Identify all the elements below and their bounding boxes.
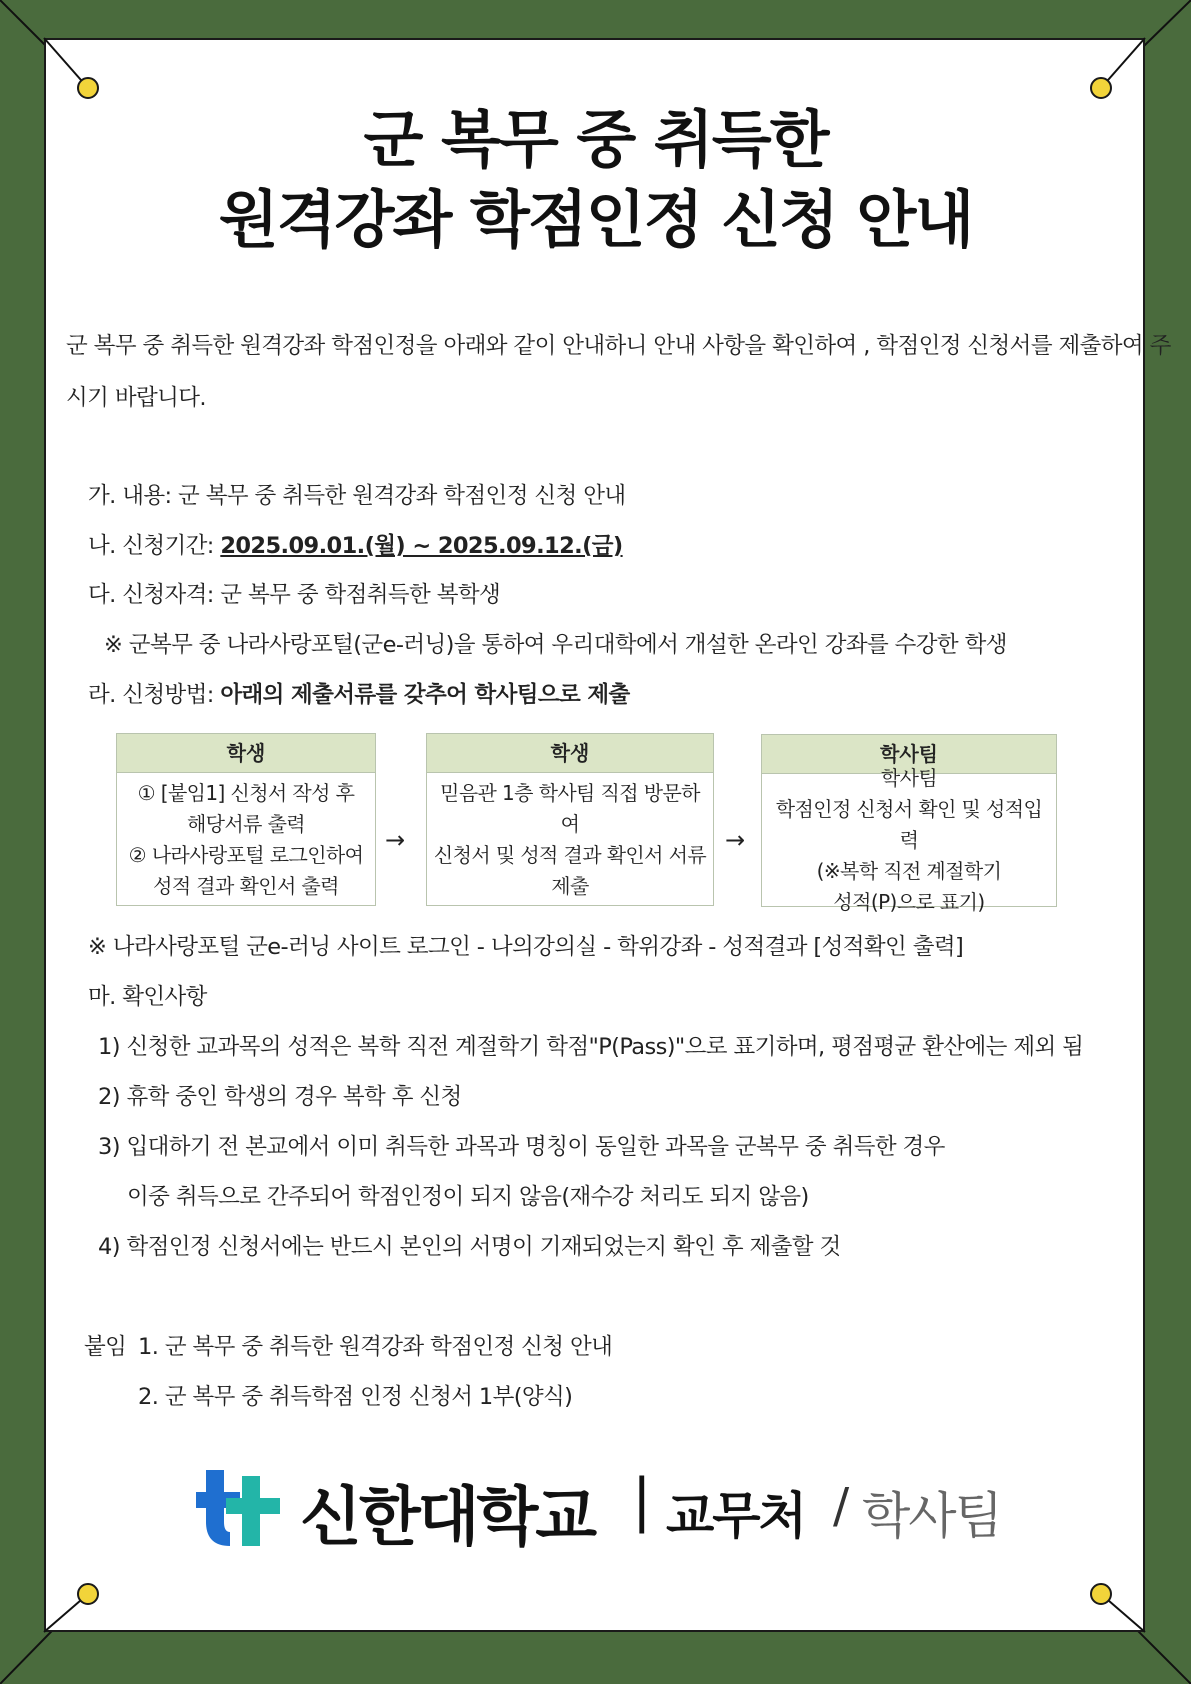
item-eligibility: 다. 신청자격: 군 복무 중 학점취득한 복학생: [88, 582, 501, 608]
flow-step-1-line1: ① [붙임1] 신청서 작성 후: [137, 780, 355, 805]
flow-step-1-line2: 해당서류 출력: [186, 811, 306, 836]
pin-bottom-right: [1090, 1583, 1112, 1605]
flow-step-2-line2: 신청서 및 성적 결과 확인서 서류: [433, 842, 707, 867]
flow-arrow-1: →: [385, 826, 406, 854]
site-note: ※ 나라사랑포털 군e-러닝 사이트 로그인 - 나의강의실 - 학위강좌 - 성적결과 [성적확인 출력]: [88, 934, 964, 960]
item-period-value: 2025.09.01.(월) ~ 2025.09.12.(금): [220, 533, 623, 559]
check-heading: 마. 확인사항: [88, 984, 207, 1010]
intro-paragraph: 군 복무 중 취득한 원격강좌 학점인정을 아래와 같이 안내하니 안내 사항을 확인하여 , 학점인정 신청서를 제출하여 주시기 바랍니다.: [66, 333, 1171, 411]
flow-step-3-line1: 학사팀: [880, 766, 938, 790]
flow-step-3-line3: (※복학 직전 계절학기: [816, 859, 1002, 883]
pin-bottom-left: [77, 1583, 99, 1605]
pin-top-right: [1090, 77, 1112, 99]
page-title-line1: 군 복무 중 취득한: [363, 103, 828, 176]
item-period-label: 나. 신청기간:: [88, 533, 221, 559]
flow-step-1-header: 학생: [117, 734, 375, 773]
flow-step-2-header: 학생: [427, 734, 713, 773]
check-point-3-cont: 이중 취득으로 간주되어 학점인정이 되지 않음(재수강 처리도 되지 않음): [127, 1184, 809, 1210]
item-method: [88, 677, 630, 709]
attachment-2: 2. 군 복무 중 취득학점 인정 신청서 1부(양식): [138, 1384, 573, 1410]
item-period: [88, 528, 623, 560]
page-title-line2: 원격강좌 학점인정 신청 안내: [218, 183, 973, 256]
check-point-2: 2) 휴학 중인 학생의 경우 복학 후 신청: [98, 1084, 462, 1110]
flow-step-3-header: 학사팀: [762, 735, 1056, 774]
attachments-label: 붙임: [84, 1334, 127, 1360]
attachment-1: 1. 군 복무 중 취득한 원격강좌 학점인정 신청 안내: [138, 1334, 613, 1360]
flow-step-2-line3: 제출: [551, 873, 589, 898]
footer-separator: |: [632, 1466, 652, 1534]
check-point-1: 1) 신청한 교과목의 성적은 복학 직전 계절학기 학점"P(Pass)"으로 표기하며, 평점평균 환산에는 제외 됨: [98, 1034, 1084, 1060]
check-point-3: 3) 입대하기 전 본교에서 이미 취득한 과목과 명칭이 동일한 과목을 군복무 중 취득한 경우: [98, 1134, 945, 1160]
pin-top-left: [77, 77, 99, 99]
item-content: 가. 내용: 군 복무 중 취득한 원격강좌 학점인정 신청 안내: [88, 483, 626, 509]
flow-step-2: [426, 733, 714, 906]
flow-step-3-body: [762, 766, 1056, 914]
university-name: 신한대학교: [300, 1481, 595, 1555]
flow-step-3: [761, 734, 1057, 914]
university-logo-icon: [196, 1470, 280, 1546]
item-eligibility-note: ※ 군복무 중 나라사랑포털(군e-러닝)을 통하여 우리대학에서 개설한 온라인 강좌를 수강한 학생: [104, 632, 1007, 658]
office-name: 교무처: [666, 1487, 805, 1545]
flow-step-2-body: [427, 773, 713, 906]
flow-step-2-line1: 믿음관 1층 학사팀 직접 방문하여: [440, 780, 700, 836]
flow-step-3-line4: 성적(P)으로 표기): [833, 890, 985, 914]
flow-step-1: [116, 733, 376, 906]
footer-slash: /: [833, 1478, 850, 1534]
item-method-label: 라. 신청방법:: [88, 682, 221, 708]
flow-step-1-line4: 성적 결과 확인서 출력: [153, 873, 339, 898]
flow-arrow-2: →: [725, 826, 746, 854]
team-name: 학사팀: [862, 1487, 1001, 1545]
flow-step-1-body: [117, 773, 375, 906]
check-point-4: 4) 학점인정 신청서에는 반드시 본인의 서명이 기재되었는지 확인 후 제출할 것: [98, 1234, 841, 1260]
flow-step-3-line2: 학점인정 신청서 확인 및 성적입력: [775, 797, 1043, 852]
item-method-value: 아래의 제출서류를 갖추어 학사팀으로 제출: [220, 682, 630, 708]
flow-step-1-line3: ② 나라사랑포털 로그인하여: [128, 842, 364, 867]
